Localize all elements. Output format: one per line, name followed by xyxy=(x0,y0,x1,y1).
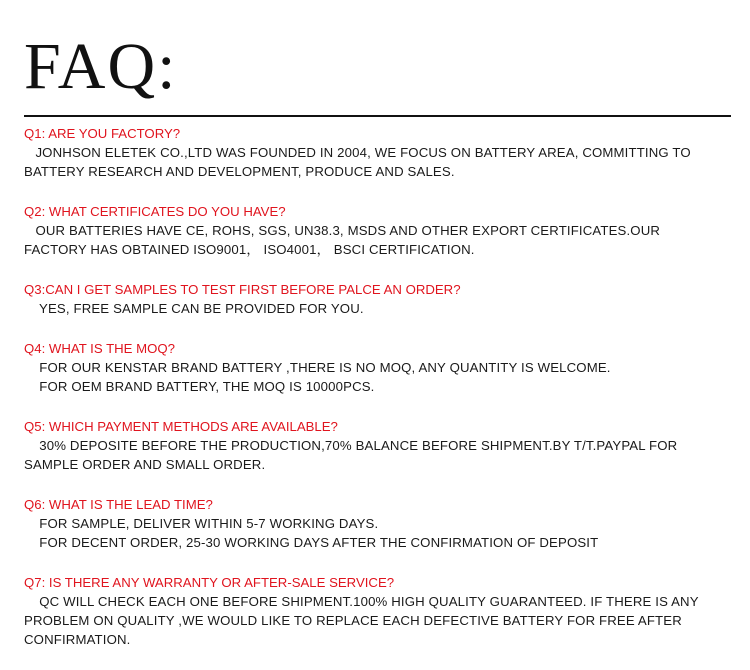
faq-answer-line: 30% DEPOSITE BEFORE THE PRODUCTION,70% BALANCE BEFORE SHIPMENT.BY T/T.PAYPAL FOR xyxy=(24,438,678,453)
faq-answer xyxy=(24,143,736,181)
faq-question: Q4: WHAT IS THE MOQ? xyxy=(24,341,175,356)
faq-answer-line: OUR BATTERIES HAVE CE, ROHS, SGS, UN38.3, MSDS AND OTHER EXPORT CERTIFICATES.OUR xyxy=(24,223,661,238)
faq-answer-line: YES, FREE SAMPLE CAN BE PROVIDED FOR YOU. xyxy=(24,301,364,316)
faq-answer-line: QC WILL CHECK EACH ONE BEFORE SHIPMENT.100% HIGH QUALITY GUARANTEED. IF THERE IS ANY xyxy=(24,594,699,609)
faq-answer xyxy=(24,514,736,552)
faq-question: Q6: WHAT IS THE LEAD TIME? xyxy=(24,497,213,512)
faq-item xyxy=(24,280,736,318)
faq-answer-line: FOR SAMPLE, DELIVER WITHIN 5-7 WORKING DAYS. xyxy=(24,516,379,531)
faq-answer xyxy=(24,221,736,259)
faq-answer-line: FOR OEM BRAND BATTERY, THE MOQ IS 10000PCS. xyxy=(24,379,375,394)
title-divider xyxy=(24,115,731,117)
faq-question: Q7: IS THERE ANY WARRANTY OR AFTER-SALE SERVICE? xyxy=(24,575,395,590)
faq-answer xyxy=(24,358,736,396)
faq-answer-line: FACTORY HAS OBTAINED ISO9001， ISO4001， BSCI CERTIFICATION. xyxy=(24,242,475,257)
faq-item xyxy=(24,573,736,649)
faq-answer-line: BATTERY RESEARCH AND DEVELOPMENT, PRODUCE AND SALES. xyxy=(24,164,455,179)
faq-answer-line: JONHSON ELETEK CO.,LTD WAS FOUNDED IN 2004, WE FOCUS ON BATTERY AREA, COMMITTING TO xyxy=(24,145,691,160)
faq-answer xyxy=(24,592,736,649)
faq-answer xyxy=(24,299,736,318)
faq-answer-line: FOR OUR KENSTAR BRAND BATTERY ,THERE IS NO MOQ, ANY QUANTITY IS WELCOME. xyxy=(24,360,611,375)
page-title: FAQ: xyxy=(24,30,178,103)
faq-question: Q5: WHICH PAYMENT METHODS ARE AVAILABLE? xyxy=(24,419,338,434)
faq-list xyxy=(24,124,736,670)
faq-answer-line: SAMPLE ORDER AND SMALL ORDER. xyxy=(24,457,266,472)
faq-answer-line: FOR DECENT ORDER, 25-30 WORKING DAYS AFTER THE CONFIRMATION OF DEPOSIT xyxy=(24,535,599,550)
faq-item xyxy=(24,124,736,181)
faq-answer-line: PROBLEM ON QUALITY ,WE WOULD LIKE TO REPLACE EACH DEFECTIVE BATTERY FOR FREE AFTER xyxy=(24,613,682,628)
faq-question: Q3:CAN I GET SAMPLES TO TEST FIRST BEFORE PALCE AN ORDER? xyxy=(24,282,461,297)
faq-question: Q2: WHAT CERTIFICATES DO YOU HAVE? xyxy=(24,204,286,219)
faq-item xyxy=(24,339,736,396)
faq-question: Q1: ARE YOU FACTORY? xyxy=(24,126,181,141)
faq-item xyxy=(24,417,736,474)
faq-answer-line: CONFIRMATION. xyxy=(24,632,131,647)
faq-item xyxy=(24,202,736,259)
faq-item xyxy=(24,495,736,552)
faq-answer xyxy=(24,436,736,474)
